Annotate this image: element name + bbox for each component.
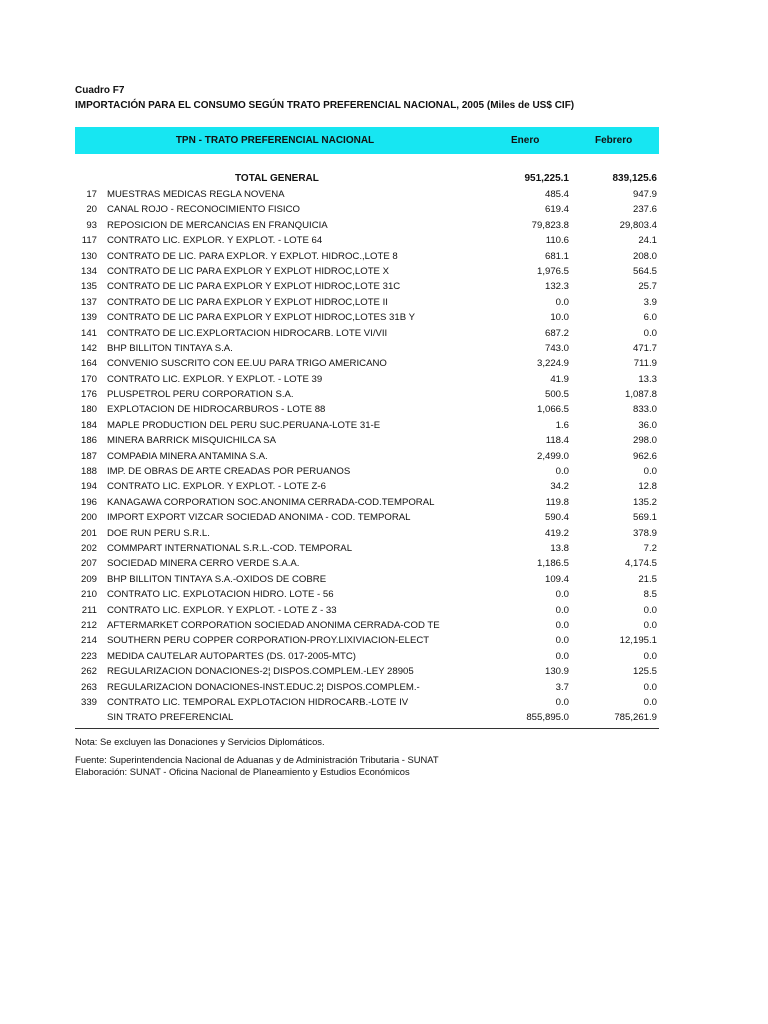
row-febrero: 962.6	[632, 450, 657, 462]
row-code: 141	[80, 327, 97, 339]
row-code: 188	[80, 466, 97, 478]
row-description: CONVENIO SUSCRITO CON EE.UU PARA TRIGO AMERICANO	[107, 358, 387, 370]
row-enero: 3.7	[555, 681, 569, 693]
row-code: 194	[80, 481, 97, 493]
row-code: 135	[80, 281, 97, 293]
row-enero: 41.9	[550, 373, 569, 385]
table-row	[75, 526, 659, 541]
row-febrero: 378.9	[632, 527, 657, 539]
header-febrero: Febrero	[595, 135, 633, 146]
row-description: COMMPART INTERNATIONAL S.R.L.-COD. TEMPORAL	[107, 542, 353, 554]
row-febrero: 785,261.9	[614, 712, 657, 724]
table-row	[75, 249, 659, 264]
row-febrero: 8.5	[643, 589, 657, 601]
table-header	[75, 127, 659, 154]
row-enero: 0.0	[555, 604, 569, 616]
row-enero: 619.4	[544, 204, 569, 216]
table-row	[75, 587, 659, 602]
total-enero: 951,225.1	[524, 173, 569, 184]
source-block	[75, 754, 659, 778]
row-enero: 0.0	[555, 296, 569, 308]
row-febrero: 21.5	[638, 573, 657, 585]
row-description: SIN TRATO PREFERENCIAL	[107, 712, 234, 724]
row-enero: 0.0	[555, 589, 569, 601]
row-febrero: 0.0	[643, 604, 657, 616]
row-febrero: 24.1	[638, 235, 657, 247]
table-row	[75, 541, 659, 556]
row-enero: 119.8	[545, 496, 569, 508]
row-enero: 681.1	[544, 250, 569, 262]
row-enero: 1.6	[555, 419, 569, 431]
table-row	[75, 387, 659, 402]
table-row	[75, 680, 659, 695]
row-description: CONTRATO DE LIC.EXPLORTACION HIDROCARB. LOTE VI/VII	[107, 327, 388, 339]
row-description: MEDIDA CAUTELAR AUTOPARTES (DS. 017-2005-MTC)	[107, 650, 356, 662]
row-enero: 0.0	[555, 635, 569, 647]
row-code: 339	[80, 696, 97, 708]
row-description: MUESTRAS MEDICAS REGLA NOVENA	[107, 189, 285, 200]
row-code: 17	[86, 189, 97, 200]
row-description: BHP BILLITON TINTAYA S.A.-OXIDOS DE COBRE	[107, 573, 327, 585]
row-code: 164	[80, 358, 97, 370]
row-description: SOCIEDAD MINERA CERRO VERDE S.A.A.	[107, 558, 300, 570]
row-description: CONTRATO LIC. EXPLOR. Y EXPLOT. - LOTE Z - 33	[107, 604, 337, 616]
table-row	[75, 664, 659, 679]
row-description: DOE RUN PERU S.R.L.	[107, 527, 210, 539]
table-row	[75, 279, 659, 294]
row-febrero: 1,087.8	[624, 389, 657, 401]
row-febrero: 125.5	[632, 666, 657, 678]
table-row	[75, 310, 659, 325]
row-code: 170	[80, 373, 97, 385]
row-enero: 13.8	[550, 542, 569, 554]
row-febrero: 4,174.5	[624, 558, 657, 570]
row-description: CONTRATO DE LIC PARA EXPLOR Y EXPLOT HIDROC,LOTES 31B Y	[107, 312, 415, 324]
row-enero: 0.0	[555, 650, 569, 662]
row-description: MINERA BARRICK MISQUICHILCA SA	[107, 435, 276, 447]
table-row	[75, 402, 659, 417]
row-description: BHP BILLITON TINTAYA S.A.	[107, 342, 233, 354]
row-febrero: 947.9	[632, 189, 657, 200]
row-enero: 10.0	[550, 312, 569, 324]
header-tpn: TPN - TRATO PREFERENCIAL NACIONAL	[175, 135, 375, 146]
row-febrero: 6.0	[643, 312, 657, 324]
row-febrero: 36.0	[638, 419, 657, 431]
total-row	[75, 171, 659, 187]
header-enero: Enero	[511, 135, 540, 146]
row-febrero: 0.0	[643, 466, 657, 478]
row-code: 134	[80, 265, 97, 277]
table-row	[75, 710, 659, 725]
row-code: 202	[80, 542, 97, 554]
row-enero: 110.6	[545, 235, 569, 247]
row-febrero: 569.1	[632, 512, 657, 524]
row-description: CONTRATO LIC. EXPLOR. Y EXPLOT. - LOTE Z-6	[107, 481, 326, 493]
row-enero: 0.0	[555, 619, 569, 631]
row-description: REGULARIZACION DONACIONES-INST.EDUC.2¦ DISPOS.COMPLEM.-	[107, 681, 420, 693]
table-row	[75, 202, 659, 217]
table-row	[75, 618, 659, 633]
row-description: CONTRATO LIC. TEMPORAL EXPLOTACION HIDROCARB.-LOTE IV	[107, 696, 409, 708]
row-enero: 1,066.5	[536, 404, 569, 416]
row-enero: 1,976.5	[536, 265, 569, 277]
row-code: 139	[80, 312, 97, 324]
row-febrero: 0.0	[643, 619, 657, 631]
table-row	[75, 510, 659, 525]
row-code: 209	[80, 573, 97, 585]
row-code: 117	[81, 235, 97, 247]
row-febrero: 298.0	[632, 435, 657, 447]
row-febrero: 833.0	[632, 404, 657, 416]
table-row	[75, 695, 659, 710]
row-enero: 2,499.0	[536, 450, 569, 462]
row-code: 93	[86, 219, 97, 231]
row-enero: 743.0	[544, 342, 569, 354]
row-enero: 687.2	[544, 327, 569, 339]
row-code: 184	[80, 419, 97, 431]
table-row	[75, 233, 659, 248]
row-description: CONTRATO DE LIC PARA EXPLOR Y EXPLOT HIDROC,LOTE 31C	[107, 281, 401, 293]
row-enero: 500.5	[544, 389, 569, 401]
table-body	[75, 187, 659, 726]
total-label: TOTAL GENERAL	[235, 173, 319, 184]
row-febrero: 135.2	[632, 496, 657, 508]
row-description: AFTERMARKET CORPORATION SOCIEDAD ANONIMA CERRADA-COD TE	[107, 619, 440, 631]
row-enero: 485.4	[544, 189, 569, 200]
row-enero: 419.2	[544, 527, 569, 539]
row-febrero: 237.6	[632, 204, 657, 216]
row-febrero: 711.9	[633, 358, 657, 370]
row-description: CONTRATO LIC. EXPLOR. Y EXPLOT. - LOTE 64	[107, 235, 323, 247]
row-description: CANAL ROJO - RECONOCIMIENTO FISICO	[107, 204, 300, 216]
row-code: 212	[80, 619, 97, 631]
table-row	[75, 633, 659, 648]
row-code: 210	[80, 589, 97, 601]
row-enero: 132.3	[544, 281, 569, 293]
row-febrero: 12.8	[638, 481, 657, 493]
table-row	[75, 556, 659, 571]
row-enero: 1,186.5	[536, 558, 569, 570]
note: Nota: Se excluyen las Donaciones y Servicios Diplomáticos.	[75, 735, 325, 747]
row-code: 214	[80, 635, 97, 647]
row-description: COMPAÐIA MINERA ANTAMINA S.A.	[107, 450, 268, 462]
row-code: 187	[80, 450, 97, 462]
row-febrero: 0.0	[643, 696, 657, 708]
row-febrero: 12,195.1	[619, 635, 657, 647]
table-row	[75, 295, 659, 310]
table-title: IMPORTACIÓN PARA EL CONSUMO SEGÚN TRATO PREFERENCIAL NACIONAL, 2005 (Miles de US$ CIF)	[75, 100, 575, 111]
row-febrero: 564.5	[632, 265, 657, 277]
table-row	[75, 479, 659, 494]
table-row	[75, 326, 659, 341]
row-code: 142	[80, 342, 97, 354]
table-number: Cuadro F7	[75, 85, 125, 96]
row-code: 180	[80, 404, 97, 416]
row-enero: 79,823.8	[531, 219, 569, 231]
row-description: CONTRATO LIC. EXPLOR. Y EXPLOT. - LOTE 39	[107, 373, 323, 385]
row-enero: 590.4	[544, 512, 569, 524]
row-description: EXPLOTACION DE HIDROCARBUROS - LOTE 88	[107, 404, 326, 416]
row-code: 20	[86, 204, 97, 216]
row-code: 223	[80, 650, 97, 662]
row-febrero: 208.0	[632, 250, 657, 262]
row-code: 200	[80, 512, 97, 524]
row-febrero: 471.7	[632, 342, 657, 354]
row-febrero: 0.0	[643, 327, 657, 339]
row-febrero: 25.7	[638, 281, 657, 293]
row-description: CONTRATO DE LIC. PARA EXPLOR. Y EXPLOT. HIDROC.,LOTE 8	[107, 250, 398, 262]
row-description: MAPLE PRODUCTION DEL PERU SUC.PERUANA-LOTE 31-E	[107, 419, 381, 431]
row-code: 137	[80, 296, 97, 308]
row-febrero: 0.0	[643, 650, 657, 662]
row-code: 201	[80, 527, 97, 539]
row-code: 176	[80, 389, 97, 401]
row-description: IMP. DE OBRAS DE ARTE CREADAS POR PERUANOS	[107, 466, 351, 478]
table-row	[75, 372, 659, 387]
row-description: REGULARIZACION DONACIONES-2¦ DISPOS.COMPLEM.-LEY 28905	[107, 666, 414, 678]
table-row	[75, 464, 659, 479]
row-febrero: 3.9	[643, 296, 657, 308]
table-row	[75, 218, 659, 233]
row-description: PLUSPETROL PERU CORPORATION S.A.	[107, 389, 294, 401]
table-row	[75, 603, 659, 618]
row-enero: 109.4	[544, 573, 569, 585]
row-code: 211	[81, 604, 97, 616]
row-enero: 118.4	[545, 435, 569, 447]
table-row	[75, 187, 659, 202]
source-line: Fuente: Superintendencia Nacional de Aduanas y de Administración Tributaria - SUNAT	[75, 753, 439, 765]
row-enero: 0.0	[555, 466, 569, 478]
table-row	[75, 649, 659, 664]
row-description: SOUTHERN PERU COPPER CORPORATION-PROY.LIXIVIACION-ELECT	[107, 635, 430, 647]
table-bottom-rule	[75, 728, 659, 729]
row-febrero: 7.2	[643, 542, 657, 554]
row-description: CONTRATO LIC. EXPLOTACION HIDRO. LOTE - 56	[107, 589, 334, 601]
row-enero: 855,895.0	[526, 712, 569, 724]
table-row	[75, 449, 659, 464]
row-febrero: 13.3	[638, 373, 657, 385]
row-code: 130	[80, 250, 97, 262]
row-code: 263	[80, 681, 97, 693]
elaboration-line: Elaboración: SUNAT - Oficina Nacional de Planeamiento y Estudios Económicos	[75, 765, 410, 777]
row-description: REPOSICION DE MERCANCIAS EN FRANQUICIA	[107, 219, 328, 231]
total-febrero: 839,125.6	[612, 173, 657, 184]
row-enero: 3,224.9	[536, 358, 569, 370]
row-code: 186	[80, 435, 97, 447]
row-febrero: 0.0	[643, 681, 657, 693]
row-enero: 0.0	[555, 696, 569, 708]
table-row	[75, 264, 659, 279]
document	[75, 84, 659, 778]
table-row	[75, 433, 659, 448]
row-description: IMPORT EXPORT VIZCAR SOCIEDAD ANONIMA - COD. TEMPORAL	[107, 512, 411, 524]
row-enero: 34.2	[550, 481, 569, 493]
row-description: KANAGAWA CORPORATION SOC.ANONIMA CERRADA-COD.TEMPORAL	[107, 496, 435, 508]
table-row	[75, 341, 659, 356]
row-code: 262	[80, 666, 97, 678]
row-description: CONTRATO DE LIC PARA EXPLOR Y EXPLOT HIDROC,LOTE X	[107, 265, 390, 277]
row-description: CONTRATO DE LIC PARA EXPLOR Y EXPLOT HIDROC,LOTE II	[107, 296, 388, 308]
table-row	[75, 495, 659, 510]
table-row	[75, 418, 659, 433]
row-code: 207	[80, 558, 97, 570]
table-row	[75, 356, 659, 371]
row-code: 196	[80, 496, 97, 508]
row-enero: 130.9	[544, 666, 569, 678]
row-febrero: 29,803.4	[619, 219, 657, 231]
table-row	[75, 572, 659, 587]
